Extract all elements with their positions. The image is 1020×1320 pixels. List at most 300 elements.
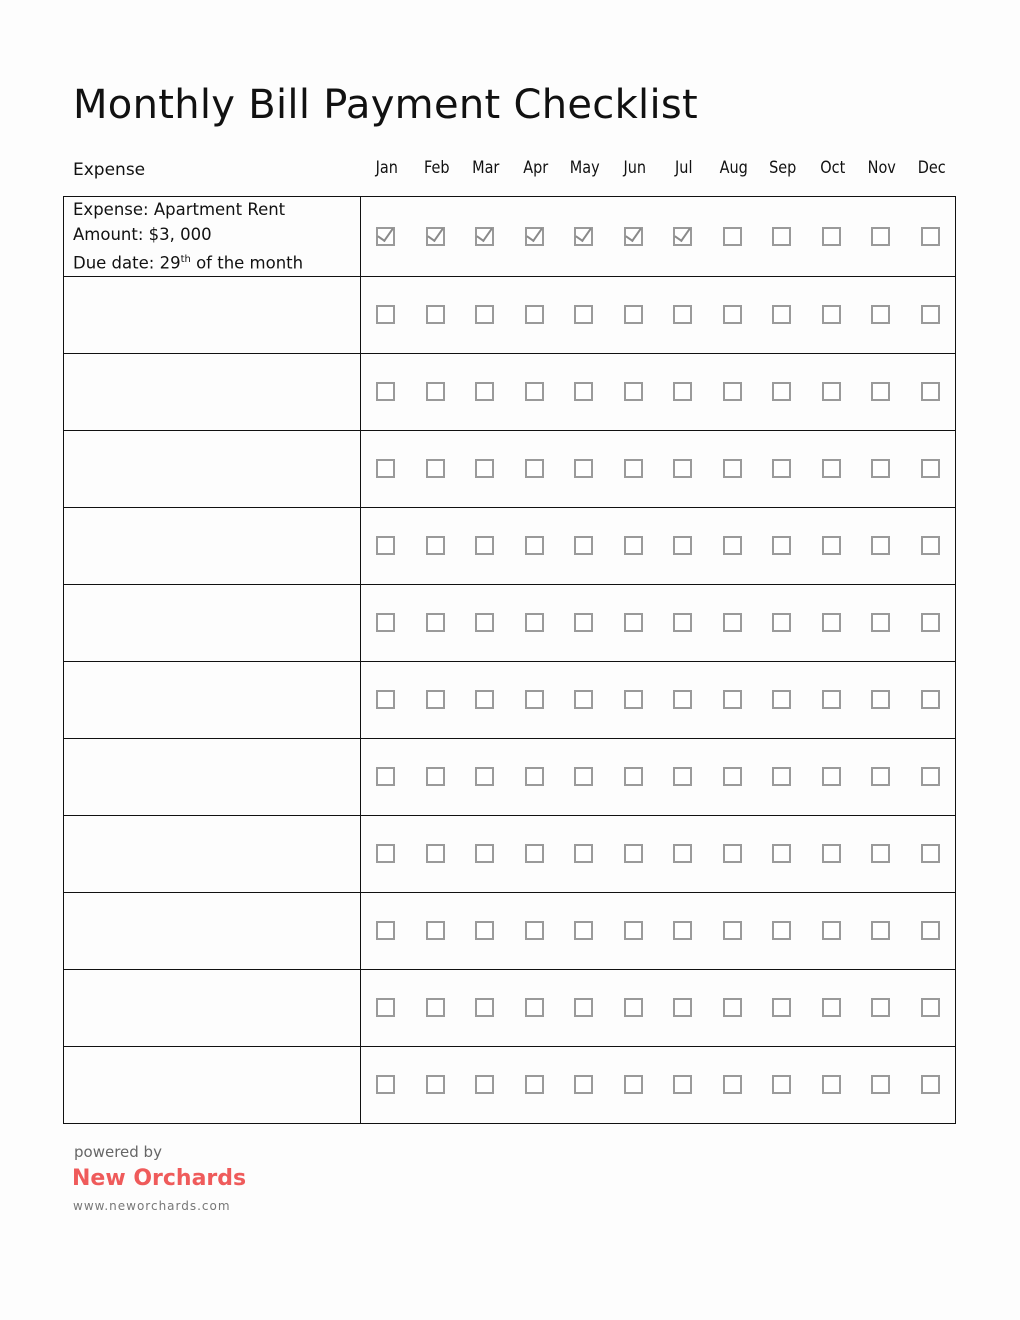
checkbox-icon[interactable] (525, 305, 544, 324)
checkbox-icon[interactable] (475, 382, 494, 401)
checkbox-icon[interactable] (723, 305, 742, 324)
checkbox-icon[interactable] (822, 305, 841, 324)
checkbox-icon[interactable] (822, 690, 841, 709)
expense-cell[interactable] (64, 738, 361, 815)
checkbox-icon[interactable] (772, 844, 791, 863)
checkbox-icon[interactable] (822, 1075, 841, 1094)
checkbox-icon[interactable] (921, 767, 940, 786)
checkbox-icon[interactable] (871, 536, 890, 555)
month-checks-cell (361, 197, 956, 277)
check-cell-apr (510, 1075, 560, 1094)
checkbox-icon[interactable] (376, 536, 395, 555)
check-cell-jun (609, 690, 659, 709)
checkbox-icon[interactable] (525, 998, 544, 1017)
check-cell-jul (658, 459, 708, 478)
check-cell-aug (708, 382, 758, 401)
check-cell-nov (856, 227, 906, 246)
check-cell-may (559, 459, 609, 478)
checkbox-icon[interactable] (921, 1075, 940, 1094)
checkbox-icon[interactable] (624, 844, 643, 863)
check-cell-may (559, 305, 609, 324)
check-cell-jul (658, 1075, 708, 1094)
check-cell-aug (708, 767, 758, 786)
checkbox-icon[interactable] (723, 921, 742, 940)
checkbox-icon[interactable] (822, 382, 841, 401)
month-header-feb: Feb (423, 158, 450, 178)
check-cell-aug (708, 305, 758, 324)
checkbox-icon[interactable] (772, 767, 791, 786)
check-cell-mar (460, 998, 510, 1017)
expense-cell[interactable] (64, 276, 361, 353)
check-cell-jun (609, 227, 659, 246)
check-cell-nov (856, 767, 906, 786)
check-cell-feb (411, 844, 461, 863)
checkbox-icon[interactable] (574, 767, 593, 786)
expense-cell[interactable] (64, 661, 361, 738)
check-cell-apr (510, 613, 560, 632)
check-cell-mar (460, 459, 510, 478)
check-cell-jan (361, 613, 411, 632)
page-title: Monthly Bill Payment Checklist (73, 82, 698, 128)
expense-cell[interactable] (64, 892, 361, 969)
checkbox-icon[interactable] (772, 459, 791, 478)
checkbox-icon[interactable] (525, 767, 544, 786)
check-cell-feb (411, 767, 461, 786)
checkbox-icon[interactable] (772, 613, 791, 632)
check-cell-may (559, 613, 609, 632)
checkbox-icon[interactable] (426, 382, 445, 401)
checkbox-icon[interactable] (376, 305, 395, 324)
check-cell-may (559, 536, 609, 555)
checkbox-icon[interactable] (376, 844, 395, 863)
checkbox-icon[interactable] (772, 227, 791, 246)
checkbox-icon[interactable] (772, 382, 791, 401)
check-cell-dec (906, 613, 956, 632)
checkbox-icon[interactable] (822, 227, 841, 246)
month-header-may: May (569, 158, 600, 178)
checkbox-icon[interactable] (376, 459, 395, 478)
checkbox-icon[interactable] (624, 536, 643, 555)
check-cell-jun (609, 305, 659, 324)
checkbox-icon[interactable] (426, 844, 445, 863)
month-checks-cell (361, 430, 956, 507)
expense-cell[interactable] (64, 197, 361, 277)
check-cell-oct (807, 921, 857, 940)
check-cell-jul (658, 305, 708, 324)
check-cell-feb (411, 459, 461, 478)
checkbox-icon[interactable] (871, 382, 890, 401)
checkbox-icon[interactable] (475, 305, 494, 324)
checkbox-icon[interactable] (475, 459, 494, 478)
check-cell-aug (708, 690, 758, 709)
check-cell-may (559, 921, 609, 940)
checkbox-icon[interactable] (921, 459, 940, 478)
check-cell-apr (510, 690, 560, 709)
check-cell-apr (510, 921, 560, 940)
check-cell-jun (609, 536, 659, 555)
checkbox-icon[interactable] (921, 536, 940, 555)
check-cell-dec (906, 690, 956, 709)
checkbox-icon[interactable] (673, 382, 692, 401)
check-cell-mar (460, 305, 510, 324)
check-cell-jul (658, 382, 708, 401)
check-cell-oct (807, 690, 857, 709)
checkbox-icon[interactable] (772, 1075, 791, 1094)
check-cell-sep (757, 613, 807, 632)
checkbox-icon[interactable] (376, 1075, 395, 1094)
checkbox-icon[interactable] (525, 382, 544, 401)
check-cell-jan (361, 844, 411, 863)
checkbox-icon[interactable] (426, 767, 445, 786)
checked-checkbox-icon[interactable] (475, 227, 494, 246)
month-checks-cell (361, 815, 956, 892)
checkbox-icon[interactable] (723, 1075, 742, 1094)
checkbox-icon[interactable] (426, 921, 445, 940)
check-cell-dec (906, 921, 956, 940)
expense-cell[interactable] (64, 969, 361, 1046)
checked-checkbox-icon[interactable] (624, 227, 643, 246)
checkbox-icon[interactable] (723, 382, 742, 401)
check-cell-aug (708, 459, 758, 478)
check-cell-aug (708, 613, 758, 632)
check-cell-dec (906, 844, 956, 863)
check-cell-may (559, 998, 609, 1017)
month-checks-cell (361, 661, 956, 738)
checkbox-icon[interactable] (574, 613, 593, 632)
checkbox-icon[interactable] (921, 921, 940, 940)
month-header-oct: Oct (819, 158, 845, 178)
checkbox-icon[interactable] (822, 536, 841, 555)
check-cell-jul (658, 767, 708, 786)
checkbox-icon[interactable] (475, 613, 494, 632)
checkbox-icon[interactable] (921, 305, 940, 324)
check-cell-jul (658, 921, 708, 940)
expense-cell[interactable] (64, 584, 361, 661)
checkbox-icon[interactable] (574, 998, 593, 1017)
checkbox-icon[interactable] (525, 921, 544, 940)
check-cell-sep (757, 536, 807, 555)
checkbox-icon[interactable] (673, 921, 692, 940)
check-cell-oct (807, 1075, 857, 1094)
check-cell-oct (807, 305, 857, 324)
checkbox-icon[interactable] (723, 998, 742, 1017)
checkbox-icon[interactable] (723, 844, 742, 863)
checkbox-icon[interactable] (772, 690, 791, 709)
checkbox-icon[interactable] (376, 998, 395, 1017)
expense-amount: Amount: $3, 000 (73, 225, 212, 244)
check-cell-mar (460, 613, 510, 632)
checklist-table (63, 196, 956, 1124)
checkbox-icon[interactable] (871, 921, 890, 940)
checkbox-icon[interactable] (673, 767, 692, 786)
powered-by-label: powered by (74, 1143, 162, 1161)
check-cell-may (559, 844, 609, 863)
month-checks-cell (361, 276, 956, 353)
checkbox-icon[interactable] (673, 844, 692, 863)
checkbox-icon[interactable] (871, 459, 890, 478)
check-cell-jul (658, 998, 708, 1017)
check-cell-may (559, 690, 609, 709)
checkbox-icon[interactable] (822, 459, 841, 478)
checkbox-icon[interactable] (624, 1075, 643, 1094)
checkbox-icon[interactable] (426, 536, 445, 555)
table-row (64, 584, 956, 661)
check-cell-apr (510, 459, 560, 478)
check-cell-jun (609, 998, 659, 1017)
checkbox-icon[interactable] (624, 382, 643, 401)
check-cell-jul (658, 844, 708, 863)
checkbox-icon[interactable] (772, 305, 791, 324)
check-cell-nov (856, 613, 906, 632)
table-row (64, 661, 956, 738)
checked-checkbox-icon[interactable] (574, 227, 593, 246)
check-cell-sep (757, 690, 807, 709)
check-cell-feb (411, 690, 461, 709)
checkbox-icon[interactable] (574, 921, 593, 940)
checkbox-icon[interactable] (376, 767, 395, 786)
month-headers (362, 158, 956, 178)
month-header-sep: Sep (769, 158, 797, 178)
checkbox-icon[interactable] (574, 305, 593, 324)
checkbox-icon[interactable] (723, 767, 742, 786)
checkbox-icon[interactable] (822, 998, 841, 1017)
check-cell-oct (807, 998, 857, 1017)
checkbox-icon[interactable] (624, 690, 643, 709)
brand-url: www.neworchards.com (73, 1199, 231, 1213)
checkbox-icon[interactable] (772, 921, 791, 940)
checked-checkbox-icon[interactable] (426, 227, 445, 246)
checkbox-icon[interactable] (921, 998, 940, 1017)
check-cell-feb (411, 1075, 461, 1094)
expense-cell[interactable] (64, 1046, 361, 1123)
due-ordinal: th (180, 254, 191, 265)
table-row (64, 430, 956, 507)
checkbox-icon[interactable] (426, 459, 445, 478)
month-header-nov: Nov (867, 158, 896, 178)
check-cell-aug (708, 536, 758, 555)
checkbox-icon[interactable] (871, 767, 890, 786)
check-cell-sep (757, 767, 807, 786)
checkbox-icon[interactable] (624, 767, 643, 786)
checkbox-icon[interactable] (574, 459, 593, 478)
checkbox-icon[interactable] (723, 690, 742, 709)
checkbox-icon[interactable] (624, 305, 643, 324)
checked-checkbox-icon[interactable] (673, 227, 692, 246)
checkbox-icon[interactable] (525, 459, 544, 478)
checkbox-icon[interactable] (772, 536, 791, 555)
check-cell-jun (609, 459, 659, 478)
check-cell-aug (708, 227, 758, 246)
month-checks-cell (361, 1046, 956, 1123)
checkbox-icon[interactable] (475, 690, 494, 709)
checkbox-icon[interactable] (525, 844, 544, 863)
check-cell-dec (906, 227, 956, 246)
check-cell-jul (658, 536, 708, 555)
checkbox-icon[interactable] (624, 998, 643, 1017)
check-cell-mar (460, 690, 510, 709)
check-cell-sep (757, 382, 807, 401)
checkbox-icon[interactable] (871, 1075, 890, 1094)
check-cell-sep (757, 844, 807, 863)
month-header-aug: Aug (719, 158, 748, 178)
checkbox-icon[interactable] (822, 767, 841, 786)
checkbox-icon[interactable] (673, 305, 692, 324)
table-row (64, 1046, 956, 1123)
checkbox-icon[interactable] (871, 613, 890, 632)
check-cell-jun (609, 844, 659, 863)
checkbox-icon[interactable] (822, 844, 841, 863)
check-cell-sep (757, 305, 807, 324)
check-cell-apr (510, 998, 560, 1017)
table-row (64, 507, 956, 584)
checkbox-icon[interactable] (426, 613, 445, 632)
check-cell-nov (856, 921, 906, 940)
expense-cell[interactable] (64, 353, 361, 430)
check-cell-jun (609, 1075, 659, 1094)
check-cell-aug (708, 998, 758, 1017)
checkbox-icon[interactable] (475, 921, 494, 940)
check-cell-nov (856, 382, 906, 401)
check-cell-feb (411, 613, 461, 632)
check-cell-apr (510, 227, 560, 246)
check-cell-nov (856, 690, 906, 709)
checkbox-icon[interactable] (574, 844, 593, 863)
check-cell-jan (361, 459, 411, 478)
table-row (64, 197, 956, 277)
check-cell-may (559, 227, 609, 246)
check-cell-feb (411, 382, 461, 401)
check-cell-aug (708, 844, 758, 863)
check-cell-dec (906, 536, 956, 555)
month-checks-cell (361, 584, 956, 661)
checkbox-icon[interactable] (673, 690, 692, 709)
checkbox-icon[interactable] (673, 998, 692, 1017)
check-cell-jan (361, 305, 411, 324)
checkbox-icon[interactable] (475, 536, 494, 555)
checkbox-icon[interactable] (376, 382, 395, 401)
checkbox-icon[interactable] (574, 690, 593, 709)
checkbox-icon[interactable] (574, 536, 593, 555)
checkbox-icon[interactable] (426, 998, 445, 1017)
checkbox-icon[interactable] (921, 382, 940, 401)
checkbox-icon[interactable] (475, 998, 494, 1017)
checked-checkbox-icon[interactable] (376, 227, 395, 246)
checkbox-icon[interactable] (624, 459, 643, 478)
expense-name: Expense: Apartment Rent (73, 200, 286, 219)
check-cell-nov (856, 305, 906, 324)
check-cell-apr (510, 382, 560, 401)
checkbox-icon[interactable] (475, 1075, 494, 1094)
checkbox-icon[interactable] (475, 844, 494, 863)
checkbox-icon[interactable] (871, 998, 890, 1017)
checkbox-icon[interactable] (723, 536, 742, 555)
check-cell-mar (460, 767, 510, 786)
check-cell-dec (906, 459, 956, 478)
checkbox-icon[interactable] (723, 227, 742, 246)
checkbox-icon[interactable] (921, 690, 940, 709)
checkbox-icon[interactable] (772, 998, 791, 1017)
checkbox-icon[interactable] (525, 1075, 544, 1094)
checkbox-icon[interactable] (376, 613, 395, 632)
check-cell-oct (807, 536, 857, 555)
check-cell-mar (460, 536, 510, 555)
check-cell-oct (807, 844, 857, 863)
month-header-jan: Jan (375, 158, 398, 178)
check-cell-apr (510, 767, 560, 786)
check-cell-jan (361, 227, 411, 246)
checkbox-icon[interactable] (525, 613, 544, 632)
table-row (64, 815, 956, 892)
checkbox-icon[interactable] (822, 921, 841, 940)
checkbox-icon[interactable] (723, 613, 742, 632)
month-checks-cell (361, 892, 956, 969)
expense-cell[interactable] (64, 815, 361, 892)
check-cell-jan (361, 1075, 411, 1094)
check-cell-nov (856, 459, 906, 478)
check-cell-dec (906, 382, 956, 401)
check-cell-jan (361, 767, 411, 786)
month-header-jun: Jun (622, 158, 646, 178)
checkbox-icon[interactable] (921, 844, 940, 863)
checkbox-icon[interactable] (723, 459, 742, 478)
check-cell-nov (856, 844, 906, 863)
checkbox-icon[interactable] (871, 227, 890, 246)
check-cell-sep (757, 921, 807, 940)
expense-cell[interactable] (64, 430, 361, 507)
table-row (64, 276, 956, 353)
checkbox-icon[interactable] (871, 844, 890, 863)
checkbox-icon[interactable] (426, 1075, 445, 1094)
check-cell-may (559, 1075, 609, 1094)
checkbox-icon[interactable] (376, 921, 395, 940)
check-cell-oct (807, 767, 857, 786)
check-cell-dec (906, 998, 956, 1017)
expense-due-date (73, 247, 360, 276)
checkbox-icon[interactable] (871, 690, 890, 709)
checkbox-icon[interactable] (574, 1075, 593, 1094)
checkbox-icon[interactable] (822, 613, 841, 632)
table-row (64, 353, 956, 430)
checkbox-icon[interactable] (574, 382, 593, 401)
checkbox-icon[interactable] (525, 690, 544, 709)
month-checks-cell (361, 507, 956, 584)
checkbox-icon[interactable] (673, 536, 692, 555)
checkbox-icon[interactable] (426, 305, 445, 324)
check-cell-nov (856, 998, 906, 1017)
check-cell-mar (460, 921, 510, 940)
checkbox-icon[interactable] (426, 690, 445, 709)
expense-cell[interactable] (64, 507, 361, 584)
checkbox-icon[interactable] (376, 690, 395, 709)
checkbox-icon[interactable] (673, 1075, 692, 1094)
month-header-mar: Mar (472, 158, 500, 178)
checkbox-icon[interactable] (624, 613, 643, 632)
checkbox-icon[interactable] (525, 536, 544, 555)
checkbox-icon[interactable] (921, 613, 940, 632)
checked-checkbox-icon[interactable] (525, 227, 544, 246)
checkbox-icon[interactable] (871, 305, 890, 324)
checkbox-icon[interactable] (475, 767, 494, 786)
check-cell-jan (361, 921, 411, 940)
check-cell-jun (609, 382, 659, 401)
checkbox-icon[interactable] (921, 227, 940, 246)
expense-column-header: Expense (73, 160, 146, 180)
check-cell-aug (708, 921, 758, 940)
check-cell-jun (609, 921, 659, 940)
checkbox-icon[interactable] (624, 921, 643, 940)
checkbox-icon[interactable] (673, 613, 692, 632)
checkbox-icon[interactable] (673, 459, 692, 478)
